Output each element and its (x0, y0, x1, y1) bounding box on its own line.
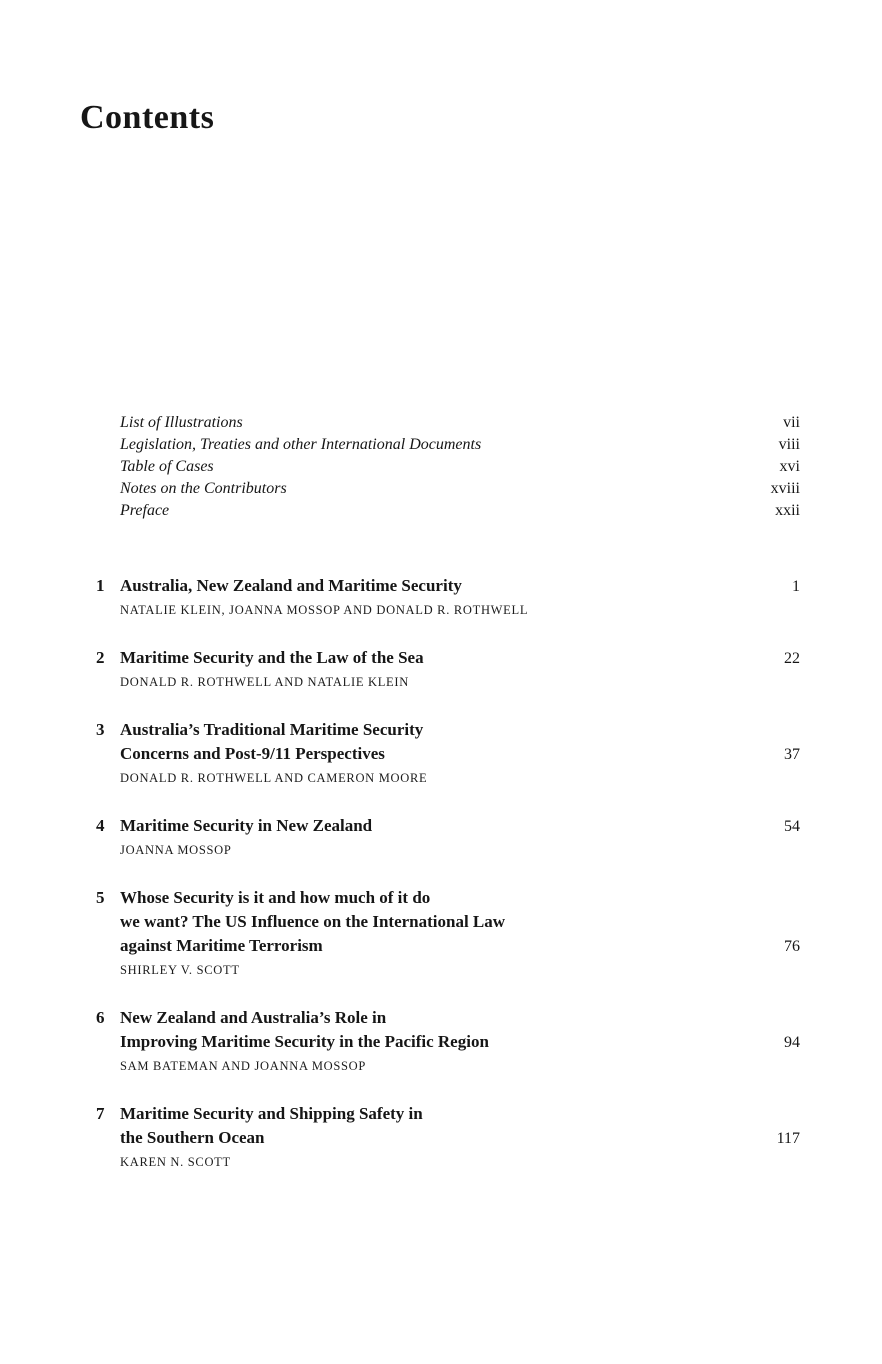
chapter-entry (96, 1006, 800, 1076)
chapter-title-row (120, 718, 800, 742)
chapter-number: 3 (96, 720, 105, 739)
chapter-number: 6 (96, 1008, 105, 1027)
chapter-title-line: we want? The US Influence on the International Law (120, 912, 506, 931)
chapter-entry (96, 646, 800, 692)
front-matter-item (120, 434, 800, 456)
chapter-title-row (120, 910, 800, 934)
chapter-title-row (120, 646, 800, 670)
front-matter-item (120, 478, 800, 500)
chapter-list (96, 574, 800, 1172)
chapter-number: 4 (96, 816, 105, 835)
chapter-body (120, 646, 800, 692)
chapter-authors: SHIRLEY V. SCOTT (120, 963, 240, 977)
chapter-title-line: Maritime Security and Shipping Safety in (120, 1104, 423, 1123)
chapter-authors: DONALD R. ROTHWELL AND NATALIE KLEIN (120, 675, 409, 689)
chapter-page-number: 37 (784, 746, 800, 763)
front-matter-label: Notes on the Contributors (120, 480, 287, 497)
front-matter-page-number: xviii (770, 480, 800, 497)
chapter-title-line: Whose Security is it and how much of it do (120, 888, 431, 907)
front-matter-label: List of Illustrations (120, 414, 243, 431)
chapter-title-line: the Southern Ocean (120, 1128, 265, 1147)
chapter-authors: DONALD R. ROTHWELL AND CAMERON MOORE (120, 771, 428, 785)
chapter-title-row (120, 814, 800, 838)
chapter-body (120, 718, 800, 788)
chapter-body (120, 886, 800, 980)
chapter-body (120, 1102, 800, 1172)
chapter-authors: KAREN N. SCOTT (120, 1155, 231, 1169)
chapter-title-line: Improving Maritime Security in the Pacific Region (120, 1032, 489, 1051)
page-title: Contents (80, 99, 215, 136)
chapter-entry (96, 886, 800, 980)
chapter-page-number: 94 (784, 1034, 800, 1051)
chapter-title-row (120, 1102, 800, 1126)
chapter-page-number: 22 (784, 650, 800, 667)
chapter-authors: JOANNA MOSSOP (120, 843, 232, 857)
chapter-title-line: Australia’s Traditional Maritime Security (120, 720, 424, 739)
chapter-entry (96, 574, 800, 620)
chapter-title-line: Maritime Security and the Law of the Sea (120, 648, 424, 667)
chapter-title-line: Maritime Security in New Zealand (120, 816, 373, 835)
chapter-title-row (120, 1006, 800, 1030)
front-matter-label: Table of Cases (120, 458, 214, 475)
front-matter-item (120, 412, 800, 434)
chapter-title-line: New Zealand and Australia’s Role in (120, 1008, 387, 1027)
chapter-page-number: 54 (784, 818, 800, 835)
chapter-page-number: 76 (784, 938, 800, 955)
chapter-title-row (120, 742, 800, 766)
chapter-number: 1 (96, 576, 105, 595)
chapter-entry (96, 1102, 800, 1172)
front-matter-page-number: xvi (779, 458, 800, 475)
chapter-page-number: 1 (792, 578, 800, 595)
chapter-title-row (120, 886, 800, 910)
chapter-number: 7 (96, 1104, 105, 1123)
chapter-entry (96, 814, 800, 860)
chapter-title-row (120, 934, 800, 958)
chapter-title-row (120, 1126, 800, 1150)
chapter-body (120, 574, 800, 620)
front-matter-page-number: vii (783, 414, 800, 431)
chapter-body (120, 814, 800, 860)
front-matter-label: Preface (120, 502, 170, 519)
chapter-title-row (120, 574, 800, 598)
chapter-page-number: 117 (776, 1130, 800, 1147)
front-matter-page-number: xxii (775, 502, 800, 519)
chapter-number: 5 (96, 888, 105, 907)
front-matter-item (120, 456, 800, 478)
chapter-title-line: against Maritime Terrorism (120, 936, 323, 955)
chapter-title-line: Australia, New Zealand and Maritime Security (120, 576, 462, 595)
chapter-number: 2 (96, 648, 105, 667)
front-matter-page-number: viii (778, 436, 800, 453)
chapter-authors: NATALIE KLEIN, JOANNA MOSSOP AND DONALD R. ROTHWELL (120, 603, 529, 617)
chapter-entry (96, 718, 800, 788)
chapter-authors: SAM BATEMAN AND JOANNA MOSSOP (120, 1059, 367, 1073)
front-matter-item (120, 500, 800, 522)
front-matter-label: Legislation, Treaties and other International Documents (120, 436, 482, 453)
chapter-body (120, 1006, 800, 1076)
front-matter-list (120, 412, 800, 522)
chapter-title-row (120, 1030, 800, 1054)
chapter-title-line: Concerns and Post-9/11 Perspectives (120, 744, 385, 763)
